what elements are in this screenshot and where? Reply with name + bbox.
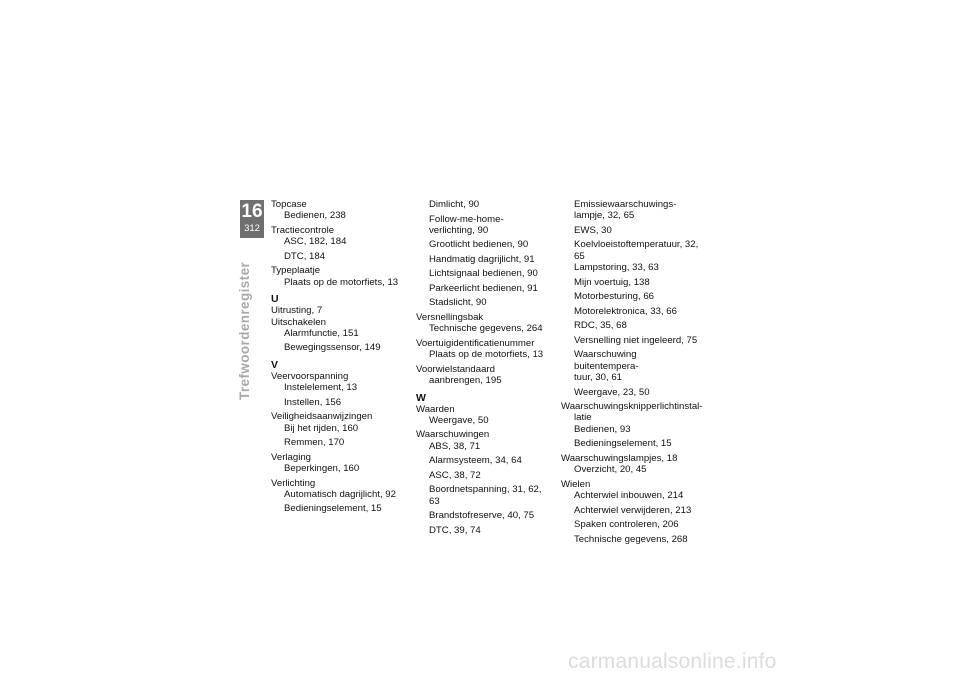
index-subentry: Bedienen, 238 — [284, 210, 346, 222]
index-subentry: Koelvloeistoftemperatuur, 32, — [574, 239, 699, 251]
index-subentry: Boordnetspanning, 31, 62, 63 — [429, 484, 542, 507]
index-subentry: aanbrengen, 195 — [429, 375, 502, 387]
index-entry: Waarschuwingsknipperlichtinstal- — [561, 401, 703, 413]
section-title-vertical: Trefwoordenregister — [237, 261, 252, 400]
index-subentry: Achterwiel verwijderen, 213 — [574, 504, 692, 516]
index-subentry: Versnelling niet ingeleerd, 75 — [574, 334, 698, 346]
index-subentry: Overzicht, 20, 45 — [574, 464, 647, 476]
index-subentry: Stadslicht, 90 — [429, 297, 487, 309]
index-subentry: Follow-me-home- — [429, 213, 504, 225]
index-column-3 — [561, 199, 701, 548]
index-subentry: Bedieningselement, 15 — [284, 503, 382, 515]
index-entry: Uitschakelen — [271, 316, 326, 328]
index-subentry: Waarschuwing buitentempera- — [574, 349, 639, 372]
index-subentry: Mijn voertuig, 138 — [574, 276, 650, 288]
index-column-2 — [416, 199, 551, 539]
chapter-number: 16 — [241, 201, 263, 222]
index-letter-heading: W — [416, 391, 426, 404]
index-subentry: Weergave, 23, 50 — [574, 386, 650, 398]
index-subentry: Motorbesturing, 66 — [574, 291, 654, 303]
index-entry: Verlichting — [271, 477, 316, 489]
index-letter-heading: V — [271, 358, 279, 371]
index-subentry: Instellen, 156 — [284, 396, 342, 408]
index-entry: Tractiecontrole — [271, 224, 335, 236]
index-subentry: Alarmsysteem, 34, 64 — [429, 455, 522, 467]
index-subentry: Weergave, 50 — [429, 414, 489, 426]
index-subentry: Instelelement, 13 — [284, 382, 358, 394]
watermark: carmanualsonline.info — [568, 650, 777, 673]
index-entry: Verlaging — [271, 451, 312, 463]
index-letter-heading: U — [271, 293, 279, 306]
index-subentry: Plaats op de motorfiets, 13 — [284, 276, 399, 288]
index-subentry: EWS, 30 — [574, 224, 612, 236]
index-subentry: Dimlicht, 90 — [429, 199, 480, 210]
index-entry: Typeplaatje — [271, 265, 321, 277]
index-subentry-continued: tuur, 30, 61 — [574, 372, 623, 384]
index-subentry: Lichtsignaal bedienen, 90 — [429, 268, 538, 280]
index-subentry: Remmen, 170 — [284, 437, 345, 449]
index-entry: Versnellingsbak — [416, 311, 484, 323]
index-subentry: Handmatig dagrijlicht, 91 — [429, 253, 535, 265]
index-subentry: Motorelektronica, 33, 66 — [574, 305, 677, 317]
index-subentry: Emissiewaarschuwings- — [574, 199, 677, 210]
index-subentry: Bedieningselement, 15 — [574, 438, 672, 450]
index-subentry-continued: verlichting, 90 — [429, 224, 489, 236]
index-subentry-continued: 65 — [574, 250, 585, 262]
index-subentry: Beperkingen, 160 — [284, 463, 360, 475]
index-subentry: ASC, 38, 72 — [429, 469, 481, 481]
index-entry: Voertuigidentificatienummer — [416, 337, 535, 349]
index-subentry: Alarmfunctie, 151 — [284, 327, 359, 339]
index-subentry: Bewegingssensor, 149 — [284, 342, 381, 354]
index-subentry: Technische gegevens, 268 — [574, 533, 688, 545]
index-entry: Voorwielstandaard — [416, 363, 495, 375]
index-subentry: DTC, 39, 74 — [429, 524, 481, 536]
index-subentry: Bij het rijden, 160 — [284, 422, 359, 434]
index-entry: Waarschuwingslampjes, 18 — [561, 452, 678, 464]
index-subentry: RDC, 35, 68 — [574, 320, 627, 332]
index-entry: Uitrusting, 7 — [271, 305, 323, 317]
index-column-1 — [271, 199, 406, 518]
index-entry: Veiligheidsaanwijzingen — [271, 411, 373, 423]
index-subentry: Achterwiel inbouwen, 214 — [574, 490, 684, 502]
index-entry: Waarschuwingen — [416, 429, 490, 441]
index-subentry-continued: lampje, 32, 65 — [574, 210, 635, 222]
index-subentry: Spaken controleren, 206 — [574, 519, 679, 531]
index-subentry: Grootlicht bedienen, 90 — [429, 239, 529, 251]
chapter-badge — [240, 200, 264, 238]
index-subentry: DTC, 184 — [284, 250, 326, 262]
index-entry-continued: latie — [574, 412, 592, 424]
index-subentry: ASC, 182, 184 — [284, 236, 347, 248]
page-number: 312 — [244, 223, 260, 234]
index-subentry: Lampstoring, 33, 63 — [574, 262, 659, 274]
index-entry: Wielen — [561, 478, 591, 490]
index-entry: Waarden — [416, 403, 455, 415]
index-subentry: Technische gegevens, 264 — [429, 323, 543, 335]
index-subentry: Brandstofreserve, 40, 75 — [429, 510, 535, 522]
index-subentry: ABS, 38, 71 — [429, 440, 481, 452]
index-subentry: Automatisch dagrijlicht, 92 — [284, 488, 396, 500]
index-subentry: Plaats op de motorfiets, 13 — [429, 349, 544, 361]
index-subentry: Parkeerlicht bedienen, 91 — [429, 282, 538, 294]
index-entry: Veervoorspanning — [271, 370, 349, 382]
index-entry: Topcase — [271, 199, 307, 210]
index-subentry: Bedienen, 93 — [574, 423, 631, 435]
